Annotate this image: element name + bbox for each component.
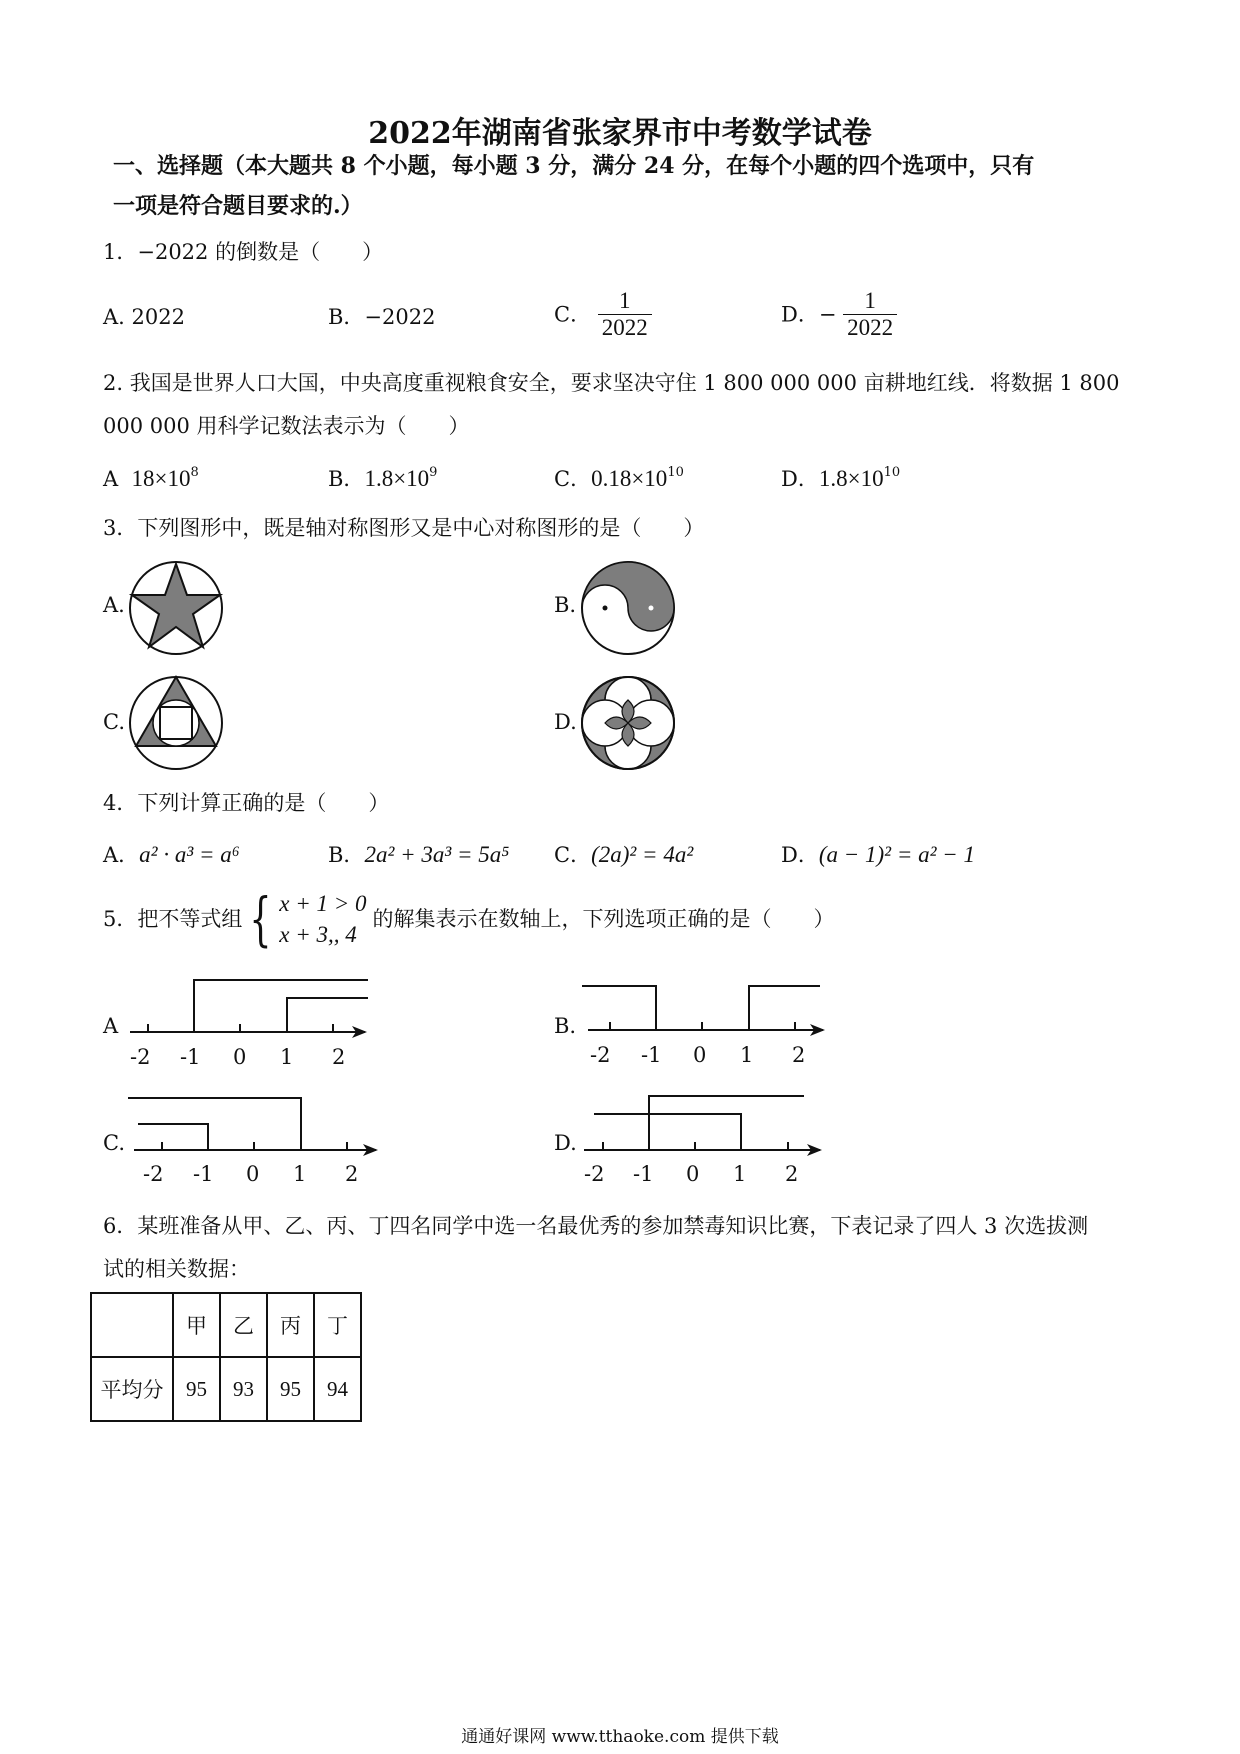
q2-stem-line1: 2. 我国是世界人口大国，中央高度重视粮食安全，要求坚决守住 1 800 000 000 亩耕地红线．将数据 1 800 (103, 371, 1120, 395)
option-label: A． (103, 843, 140, 867)
tick-label: -2 (584, 1162, 605, 1186)
q1-stem: 1．−2022 的倒数是（ ） (103, 240, 384, 264)
inequality-2: x + 3,, 4 (279, 922, 357, 947)
q1-option-d-fraction (843, 288, 897, 341)
q1-option-c-fraction (598, 288, 652, 341)
option-math: 2a² + 3a³ = 5a⁵ (364, 842, 510, 867)
q4-option-b (328, 840, 509, 870)
option-math: (a − 1)² = a² − 1 (818, 842, 976, 867)
q3-label-b: B. (554, 593, 577, 617)
q5-stem (103, 885, 835, 953)
fraction-numerator: 1 (598, 288, 652, 315)
table-cell: 95 (267, 1357, 314, 1421)
option-math: 1.8×10 (818, 466, 884, 491)
yin-yang-figure (578, 558, 678, 658)
option-label: B． (328, 467, 365, 491)
option-exponent: 10 (667, 465, 684, 480)
left-brace: { (249, 885, 272, 953)
q3-label-d: D. (554, 710, 577, 734)
table-cell: 95 (173, 1357, 220, 1421)
option-math: 0.18×10 (591, 466, 668, 491)
four-petal-circle-figure (578, 673, 678, 773)
q5-label-d: D. (554, 1131, 577, 1155)
q2-stem-line2: 000 000 用科学记数法表示为（ ） (103, 414, 470, 438)
option-label: A (103, 467, 119, 491)
q2-option-d (781, 458, 900, 494)
q1-option-d-label: D．− (781, 302, 837, 327)
tick-label: 0 (686, 1162, 700, 1186)
tick-label: -1 (193, 1162, 214, 1186)
q3-stem: 3．下列图形中，既是轴对称图形又是中心对称图形的是（ ） (103, 516, 705, 540)
table-header-cell: 甲 (173, 1293, 220, 1357)
table-cell: 94 (314, 1357, 361, 1421)
fraction-denominator: 2022 (847, 315, 894, 340)
inequality-system (279, 888, 366, 950)
q5-label-c: C. (103, 1131, 125, 1155)
exam-title: 2022年湖南省张家界市中考数学试卷 (368, 116, 872, 151)
q5-label-a: A (103, 1014, 119, 1038)
option-label: C． (554, 843, 592, 867)
tick-label: -2 (130, 1045, 151, 1069)
table-header-row (91, 1293, 361, 1357)
table-header-cell: 丁 (314, 1293, 361, 1357)
tick-label: -2 (590, 1043, 611, 1067)
option-math: 18×10 (131, 466, 191, 491)
option-exponent: 10 (883, 465, 901, 480)
tick-label: 2 (345, 1162, 359, 1186)
fraction-denominator: 2022 (601, 315, 648, 340)
q5-suffix: 的解集表示在数轴上，下列选项正确的是（ ） (372, 907, 835, 931)
number-line-d (578, 1088, 838, 1198)
table-cell: 93 (220, 1357, 267, 1421)
tick-label: -2 (143, 1162, 164, 1186)
star-in-circle-figure (126, 558, 226, 658)
table-row-label: 平均分 (91, 1357, 173, 1421)
q2-option-a (103, 458, 199, 494)
q2-option-c (554, 458, 684, 494)
option-exponent: 8 (190, 465, 199, 480)
option-math: a² · a³ = a⁶ (139, 842, 240, 867)
tick-label: 2 (792, 1043, 806, 1067)
table-header-cell: 乙 (220, 1293, 267, 1357)
q2-option-b (328, 458, 437, 494)
tick-label: 0 (246, 1162, 260, 1186)
q1-option-b: B．−2022 (328, 305, 436, 329)
option-label: B． (328, 843, 365, 867)
page-footer: 通通好课网 www.tthaoke.com 提供下载 (461, 1727, 779, 1747)
fraction-numerator: 1 (843, 288, 897, 315)
tick-label: 2 (332, 1045, 346, 1069)
option-math: (2a)² = 4a² (591, 842, 694, 867)
section-heading-line2: 一项是符合题目要求的.） (113, 193, 363, 219)
triangle-square-circle-figure (126, 673, 226, 773)
tick-label: 0 (693, 1043, 707, 1067)
table-header-cell (91, 1293, 173, 1357)
q4-option-a (103, 840, 240, 870)
q1-option-a: A. 2022 (103, 305, 185, 329)
q5-label-b: B. (554, 1014, 577, 1038)
tick-label: 1 (740, 1043, 754, 1067)
tick-label: -1 (180, 1045, 201, 1069)
tick-label: 1 (280, 1045, 294, 1069)
q1-option-c (554, 288, 652, 341)
section-heading-line1: 一、选择题（本大题共 8 个小题，每小题 3 分，满分 24 分，在每个小题的四个选项中，只有 (113, 153, 1035, 179)
tick-label: -1 (633, 1162, 654, 1186)
q6-stem-line2: 试的相关数据： (103, 1257, 250, 1281)
q6-stem-line1: 6．某班准备从甲、乙、丙、丁四名同学中选一名最优秀的参加禁毒知识比赛，下表记录了四人 3 次选拔测 (103, 1214, 1089, 1238)
option-label: D． (781, 467, 819, 491)
q1-option-c-label: C． (554, 302, 592, 327)
option-math: 1.8×10 (364, 466, 430, 491)
section-heading (113, 146, 1143, 226)
q3-label-c: C. (103, 710, 125, 734)
q4-option-d (781, 840, 975, 870)
option-label: D． (781, 843, 819, 867)
q4-option-c (554, 840, 693, 870)
tick-label: 2 (785, 1162, 799, 1186)
q3-label-a: A. (103, 593, 125, 617)
tick-label: 1 (293, 1162, 307, 1186)
option-label: C． (554, 467, 592, 491)
q4-stem: 4．下列计算正确的是（ ） (103, 791, 390, 815)
table-header-cell: 丙 (267, 1293, 314, 1357)
q1-option-d (781, 288, 897, 341)
tick-label: -1 (641, 1043, 662, 1067)
q5-prefix: 5．把不等式组 (103, 907, 243, 931)
tick-label: 0 (233, 1045, 247, 1069)
table-row (91, 1357, 361, 1421)
scores-table (90, 1292, 362, 1422)
option-exponent: 9 (429, 465, 438, 480)
inequality-1: x + 1 > 0 (279, 891, 367, 916)
tick-label: 1 (733, 1162, 747, 1186)
